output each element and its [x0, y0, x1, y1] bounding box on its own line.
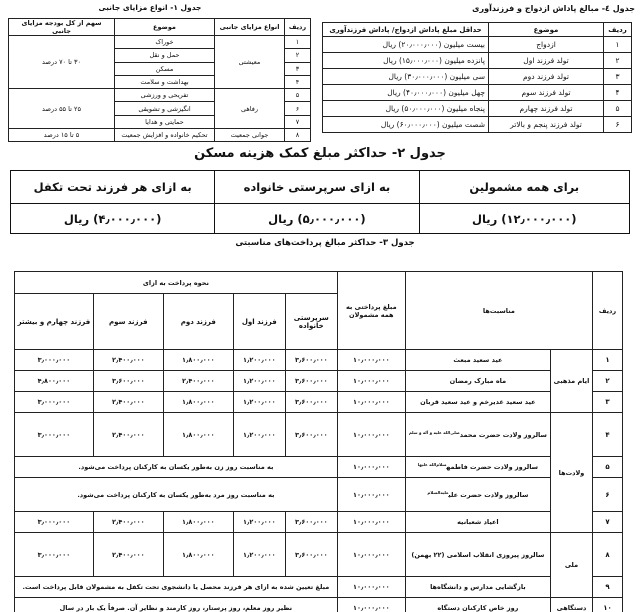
- row-id: ۲: [593, 371, 623, 392]
- occasion: [405, 478, 550, 512]
- table4-header-row: [323, 23, 632, 37]
- benefit-topic: تحکیم خانواده و افزایش جمعیت: [115, 129, 215, 142]
- amount-child3: ۲٫۴۰۰٫۰۰۰: [93, 413, 163, 457]
- amount-all: ۱۰٫۰۰۰٫۰۰۰: [337, 512, 405, 533]
- table-row: [15, 533, 623, 577]
- table2-header-all: برای همه مشمولین: [419, 171, 629, 204]
- payment-note: به مناسبت روز زن به‌طور یکسان به کارکنان پرداخت می‌شود.: [15, 457, 338, 478]
- reward-topic: تولد فرزند اول: [489, 53, 604, 69]
- benefit-share: ۳۰ تا ۷۰ درصد: [9, 36, 115, 89]
- amount-all: ۱۰٫۰۰۰٫۰۰۰: [337, 478, 405, 512]
- occasion: [405, 457, 550, 478]
- amount-child4: ۳٫۰۰۰٫۰۰۰: [15, 392, 94, 413]
- row-id: ۳: [604, 69, 632, 85]
- occasion: عید سعید مبعث: [405, 350, 550, 371]
- table4-header-topic: موضوع: [489, 23, 604, 37]
- amount-child2: ۱٫۸۰۰٫۰۰۰: [163, 533, 233, 577]
- table-row: [15, 598, 623, 612]
- table2-header-row: [11, 171, 630, 204]
- row-id: ۴: [604, 85, 632, 101]
- amount-child4: ۴٫۸۰۰٫۰۰۰: [15, 371, 94, 392]
- occasion: عید سعید غدیرخم و عید سعید قربان: [405, 392, 550, 413]
- amount-child4: ۳٫۰۰۰٫۰۰۰: [15, 350, 94, 371]
- amount-child3: ۲٫۴۰۰٫۰۰۰: [93, 512, 163, 533]
- table2-value-all: (۱۲٫۰۰۰٫۰۰۰) ریال: [419, 204, 629, 234]
- table-row: [323, 53, 632, 69]
- table-row: [15, 577, 623, 598]
- amount-head: ۳٫۶۰۰٫۰۰۰: [285, 392, 337, 413]
- row-id: ۸: [593, 533, 623, 577]
- table-row: [15, 371, 623, 392]
- table3-header-child2: فرزند دوم: [163, 294, 233, 350]
- row-id: ۱: [593, 350, 623, 371]
- row-id: ۱۰: [593, 598, 623, 612]
- table2-header-head: به ازای سرپرستی خانواده: [215, 171, 419, 204]
- benefit-topic: مسکن: [115, 62, 215, 75]
- amount-child1: ۱٫۲۰۰٫۰۰۰: [233, 512, 285, 533]
- occasion-text: سالروز ولادت حضرت محمد: [459, 431, 547, 440]
- table4-header-id: ردیف: [604, 23, 632, 37]
- table1-header-row: [9, 19, 311, 36]
- table1-header-topic: موضوع: [115, 19, 215, 36]
- table-row: [9, 89, 311, 102]
- benefit-topic: تفریحی و ورزشی: [115, 89, 215, 102]
- row-id: ۲: [604, 53, 632, 69]
- honorific: صلی‌الله علیه و آله و سلم: [408, 429, 460, 435]
- row-id: ۱: [285, 36, 311, 49]
- table3-header-all: مبلغ پرداختی به همه مشمولان: [337, 272, 405, 350]
- table-row: [323, 101, 632, 117]
- row-id: ۷: [285, 115, 311, 128]
- benefit-type: رفاهی: [215, 89, 285, 129]
- amount-child3: ۳٫۶۰۰٫۰۰۰: [93, 371, 163, 392]
- reward-topic: تولد فرزند دوم: [489, 69, 604, 85]
- amount-all: ۱۰٫۰۰۰٫۰۰۰: [337, 392, 405, 413]
- row-id: ۴: [593, 413, 623, 457]
- table1-header-share: سهم از کل بودجه مزایای جانبی: [9, 19, 115, 36]
- benefit-share: ۵ تا ۱۵ درصد: [9, 129, 115, 142]
- table-row: [9, 36, 311, 49]
- table4-marriage-birth-rewards: [322, 22, 632, 133]
- amount-child1: ۱٫۲۰۰٫۰۰۰: [233, 413, 285, 457]
- reward-amount: سی میلیون (۳۰٫۰۰۰٫۰۰۰) ریال: [323, 69, 489, 85]
- amount-child1: ۱٫۲۰۰٫۰۰۰: [233, 533, 285, 577]
- amount-child1: ۱٫۲۰۰٫۰۰۰: [233, 350, 285, 371]
- benefit-share: ۲۵ تا ۵۵ درصد: [9, 89, 115, 129]
- reward-amount: شصت میلیون (۶۰٫۰۰۰٫۰۰۰) ریال: [323, 117, 489, 133]
- reward-amount: پنجاه میلیون (۵۰٫۰۰۰٫۰۰۰) ریال: [323, 101, 489, 117]
- row-id: ۲: [285, 49, 311, 62]
- reward-topic: تولد فرزند پنجم و بالاتر: [489, 117, 604, 133]
- benefit-type: جوانی جمعیت: [215, 129, 285, 142]
- amount-all: ۱۰٫۰۰۰٫۰۰۰: [337, 350, 405, 371]
- category-religious: ایام مذهبی: [551, 350, 593, 413]
- amount-all: ۱۰٫۰۰۰٫۰۰۰: [337, 371, 405, 392]
- amount-all: ۱۰٫۰۰۰٫۰۰۰: [337, 598, 405, 612]
- table-row: [9, 129, 311, 142]
- table1-header-id: ردیف: [285, 19, 311, 36]
- reward-topic: تولد فرزند سوم: [489, 85, 604, 101]
- table3-header-child1: فرزند اول: [233, 294, 285, 350]
- table-row: [15, 457, 623, 478]
- row-id: ۳: [593, 392, 623, 413]
- row-id: ۸: [285, 129, 311, 142]
- table-row: [323, 117, 632, 133]
- benefit-topic: انگیزشی و تشویقی: [115, 102, 215, 115]
- amount-head: ۳٫۶۰۰٫۰۰۰: [285, 371, 337, 392]
- table1-header-type: انواع مزایای جانبی: [215, 19, 285, 36]
- amount-child3: ۲٫۴۰۰٫۰۰۰: [93, 392, 163, 413]
- table3-header-occasion: مناسبت‌ها: [405, 272, 592, 350]
- payment-note: مبلغ تعیین شده به ازای هر فرزند محصل یا دانشجوی تحت تکفل به مشمولان قابل پرداخت است.: [15, 577, 338, 598]
- row-id: ۵: [285, 89, 311, 102]
- category-agency: دستگاهی: [551, 598, 593, 612]
- table3-header-row-1: [15, 272, 623, 294]
- row-id: ۹: [593, 577, 623, 598]
- table-row: [15, 478, 623, 512]
- amount-all: ۱۰٫۰۰۰٫۰۰۰: [337, 577, 405, 598]
- table-row: [15, 512, 623, 533]
- occasion: [405, 413, 550, 457]
- table3-caption: جدول ۳- حداکثر مبالغ پرداخت‌های مناسبتی: [235, 238, 415, 248]
- occasion: روز خاص کارکنان دستگاه: [405, 598, 550, 612]
- amount-child1: ۱٫۲۰۰٫۰۰۰: [233, 392, 285, 413]
- benefit-topic: خوراک: [115, 36, 215, 49]
- amount-child4: ۳٫۰۰۰٫۰۰۰: [15, 533, 94, 577]
- row-id: ۶: [285, 102, 311, 115]
- amount-child2: ۱٫۸۰۰٫۰۰۰: [163, 350, 233, 371]
- category-births: ولادت‌ها: [551, 413, 593, 533]
- amount-child4: ۳٫۰۰۰٫۰۰۰: [15, 512, 94, 533]
- benefit-topic: بهداشت و سلامت: [115, 75, 215, 88]
- honorific: سلام‌الله علیها: [417, 462, 447, 468]
- table2-caption: جدول ۲- حداکثر مبلغ کمک هزینه مسکن: [194, 146, 446, 161]
- amount-child4: ۳٫۰۰۰٫۰۰۰: [15, 413, 94, 457]
- occasion-text: سالروز ولادت حضرت فاطمه: [446, 463, 539, 472]
- occasion: سالروز پیروزی انقلاب اسلامی (۲۲ بهمن): [405, 533, 550, 577]
- category-national: ملی: [551, 533, 593, 598]
- row-id: ۵: [604, 101, 632, 117]
- occasion: بازگشایی مدارس و دانشگاه‌ها: [405, 577, 550, 598]
- honorific: علیه‌السلام: [427, 489, 449, 495]
- reward-topic: تولد فرزند چهارم: [489, 101, 604, 117]
- amount-child3: ۲٫۴۰۰٫۰۰۰: [93, 350, 163, 371]
- table3-header-head: سرپرستی خانواده: [285, 294, 337, 350]
- amount-all: ۱۰٫۰۰۰٫۰۰۰: [337, 533, 405, 577]
- table-row: [323, 85, 632, 101]
- occasion-text: سالروز ولادت حضرت علی: [448, 491, 529, 500]
- table2-value-child: (۴٫۰۰۰٫۰۰۰) ریال: [11, 204, 215, 234]
- amount-head: ۳٫۶۰۰٫۰۰۰: [285, 350, 337, 371]
- amount-child1: ۱٫۲۰۰٫۰۰۰: [233, 371, 285, 392]
- amount-child2: ۱٫۸۰۰٫۰۰۰: [163, 512, 233, 533]
- table-row: [15, 350, 623, 371]
- reward-amount: چهل میلیون (۴۰٫۰۰۰٫۰۰۰) ریال: [323, 85, 489, 101]
- reward-topic: ازدواج: [489, 37, 604, 53]
- table2-value-head: (۵٫۰۰۰٫۰۰۰) ریال: [215, 204, 419, 234]
- row-id: ۳: [285, 62, 311, 75]
- occasion: ماه مبارک رمضان: [405, 371, 550, 392]
- amount-child3: ۲٫۴۰۰٫۰۰۰: [93, 533, 163, 577]
- payment-note: نظیر روز معلم، روز پرستار، روز کارمند و نظایر آن. صرفاً یک بار در سال: [15, 598, 338, 612]
- benefit-type: معیشتی: [215, 36, 285, 89]
- row-id: ۵: [593, 457, 623, 478]
- table3-header-child3: فرزند سوم: [93, 294, 163, 350]
- table-row: [323, 69, 632, 85]
- row-id: ۶: [593, 478, 623, 512]
- benefit-topic: حمایتی و هدایا: [115, 115, 215, 128]
- table2-housing-allowance: [10, 170, 630, 234]
- table-row: [15, 392, 623, 413]
- table1-caption: جدول ۱- انواع مزایای جانبی: [98, 3, 202, 12]
- reward-amount: پانزده میلیون (۱۵٫۰۰۰٫۰۰۰) ریال: [323, 53, 489, 69]
- table-row: [323, 37, 632, 53]
- occasion: اعیاد شعبانیه: [405, 512, 550, 533]
- table3-header-child4: فرزند چهارم و بیشتر: [15, 294, 94, 350]
- amount-child2: ۱٫۸۰۰٫۰۰۰: [163, 413, 233, 457]
- table4-header-amount: حداقل مبلغ پاداش ازدواج/ پاداش فرزندآوری: [323, 23, 489, 37]
- reward-amount: بیست میلیون (۲۰٫۰۰۰٫۰۰۰) ریال: [323, 37, 489, 53]
- amount-head: ۳٫۶۰۰٫۰۰۰: [285, 512, 337, 533]
- amount-all: ۱۰٫۰۰۰٫۰۰۰: [337, 457, 405, 478]
- amount-all: ۱۰٫۰۰۰٫۰۰۰: [337, 413, 405, 457]
- table4-caption: جدول ٤- مبالغ پاداش ازدواج و فرزندآوری: [472, 4, 635, 13]
- amount-head: ۳٫۶۰۰٫۰۰۰: [285, 413, 337, 457]
- table-row: [15, 413, 623, 457]
- amount-head: ۳٫۶۰۰٫۰۰۰: [285, 533, 337, 577]
- row-id: ۴: [285, 75, 311, 88]
- amount-child2: ۲٫۴۰۰٫۰۰۰: [163, 371, 233, 392]
- benefit-topic: حمل و نقل: [115, 49, 215, 62]
- row-id: ۶: [604, 117, 632, 133]
- amount-child2: ۱٫۸۰۰٫۰۰۰: [163, 392, 233, 413]
- row-id: ۱: [604, 37, 632, 53]
- table3-occasion-payments: [14, 271, 623, 612]
- table1-fringe-benefits: [8, 18, 311, 142]
- payment-note: به مناسبت روز مرد به‌طور یکسان به کارکنان پرداخت می‌شود.: [15, 478, 338, 512]
- table3-header-payment-group: نحوه پرداخت به ازای: [15, 272, 338, 294]
- table2-value-row: [11, 204, 630, 234]
- table3-header-id: ردیف: [593, 272, 623, 350]
- row-id: ۷: [593, 512, 623, 533]
- table2-header-child: به ازای هر فرزند تحت تکفل: [11, 171, 215, 204]
